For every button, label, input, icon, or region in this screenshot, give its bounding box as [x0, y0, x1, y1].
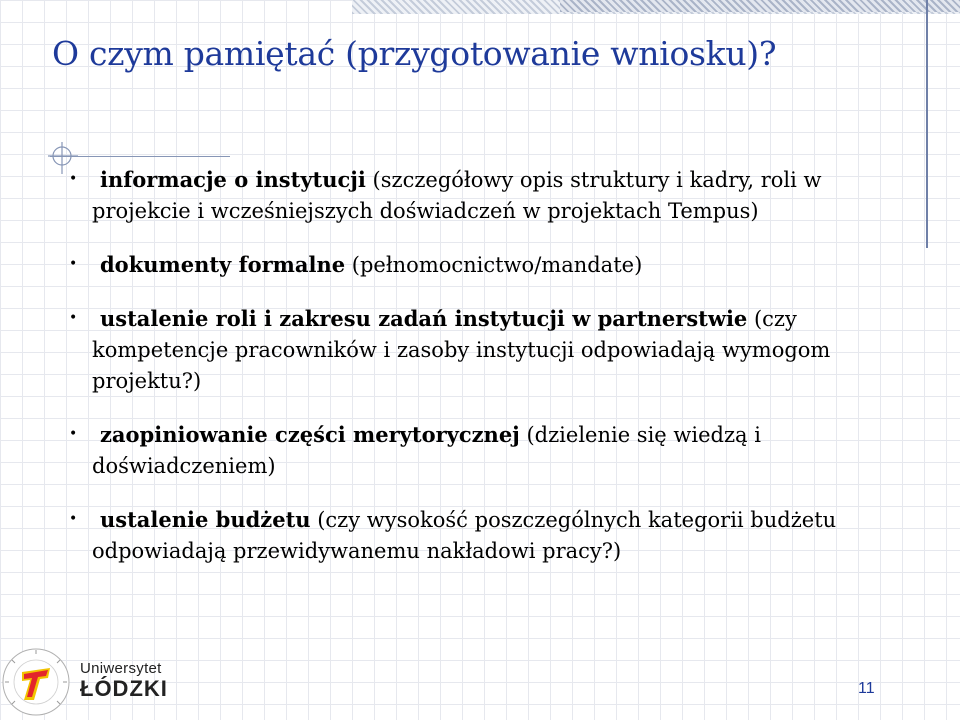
list-item-bold: zaopiniowanie części merytorycznej	[100, 422, 520, 447]
list-item-text: (pełnomocnictwo/mandate)	[345, 253, 643, 277]
list-item-bold: ustalenie budżetu	[100, 507, 311, 532]
list-item-text: (czy wysokość poszczególnych kategorii budżetu odpowiadają przewidywanemu nakładowi pracy?)	[92, 508, 837, 563]
logo-line-uniwersytet: Uniwersytet	[80, 660, 162, 677]
list-item	[69, 249, 882, 281]
list-item-text: (czy kompetencje pracowników i zasoby instytucji odpowiadają wymogom projektu?)	[92, 307, 831, 393]
list-item-text: (dzielenie się wiedzą i doświadczeniem)	[92, 423, 761, 478]
university-logo	[0, 642, 170, 720]
top-decorative-band-dark	[560, 0, 960, 12]
right-decorative-line	[926, 0, 928, 248]
logo-line-lodzki: ŁÓDZKI	[80, 676, 168, 701]
bullet-list	[69, 164, 882, 589]
list-item	[69, 164, 882, 227]
list-item	[69, 303, 882, 397]
bullet-icon: •	[69, 511, 78, 527]
bullet-icon: •	[69, 256, 78, 272]
bullet-icon: •	[69, 426, 78, 442]
list-item-bold: dokumenty formalne	[100, 252, 346, 277]
logo-wordmark	[80, 660, 168, 701]
bullet-icon: •	[69, 310, 78, 326]
page-number: 11	[858, 680, 875, 697]
list-item-text: (szczegółowy opis struktury i kadry, roli w projekcie i wcześniejszych doświadczeń w projektach Tempus)	[92, 168, 822, 223]
bullet-icon: •	[69, 171, 78, 187]
list-item	[69, 419, 882, 482]
list-item	[69, 504, 882, 567]
university-seal-icon	[0, 642, 74, 720]
list-item-bold: ustalenie roli i zakresu zadań instytucji w partnerstwie	[100, 306, 748, 331]
list-item-bold: informacje o instytucji	[100, 167, 366, 192]
slide-title: O czym pamiętać (przygotowanie wniosku)?	[52, 34, 777, 73]
